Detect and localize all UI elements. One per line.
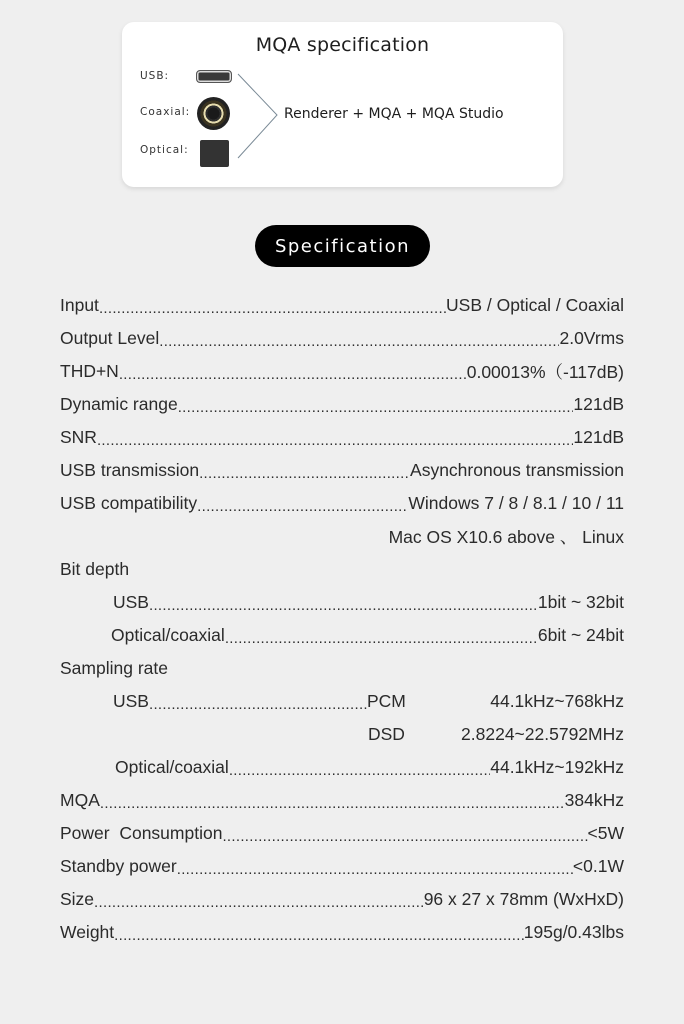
dot-leader: [159, 329, 559, 349]
spec-row-thdn: [60, 355, 624, 388]
spec-value: 0.00013%（-117dB): [466, 362, 624, 382]
spec-value: Windows 7 / 8 / 8.1 / 10 / 11: [408, 493, 624, 513]
spec-label: THD+N: [60, 361, 119, 381]
spec-value: Mac OS X10.6 above 、 Linux: [388, 527, 624, 547]
spec-row-usb-compatibility-cont: [60, 520, 624, 553]
spec-label: SNR: [60, 427, 97, 447]
spec-label: Power Consumption: [60, 823, 223, 843]
sampling-rate-heading-row: [60, 652, 624, 685]
spec-label: USB transmission: [60, 460, 200, 480]
spec-label: Optical/coaxial: [115, 757, 229, 777]
spec-value: 96 x 27 x 78mm (WxHxD): [423, 889, 624, 909]
dot-leader: [177, 857, 573, 877]
spec-label: Standby power: [60, 856, 177, 876]
dsd-label: DSD: [368, 724, 405, 744]
spec-value: <5W: [587, 823, 624, 843]
usb-port-label: USB:: [140, 70, 170, 82]
spec-row-input: [60, 289, 624, 322]
spec-row-mqa: [60, 784, 624, 817]
mqa-support-description: Renderer + MQA + MQA Studio: [284, 106, 504, 122]
spec-row-usb-transmission: [60, 454, 624, 487]
pcm-label: PCM: [366, 691, 406, 711]
dot-leader: [100, 791, 565, 811]
dot-leader: [119, 362, 467, 382]
spec-value: 121dB: [573, 394, 624, 414]
dot-leader: [222, 824, 587, 844]
dot-leader: [114, 923, 524, 943]
bit-depth-heading: Bit depth: [60, 559, 130, 579]
mqa-card-title: MQA specification: [255, 34, 430, 56]
pcm-value: 44.1kHz~768kHz: [490, 691, 624, 711]
spec-label: Size: [60, 889, 95, 909]
spec-row-sampling-usb-dsd: [60, 718, 624, 751]
spec-value: 2.0Vrms: [559, 328, 624, 348]
spec-row-sampling-optical: [60, 751, 624, 784]
spec-row-power-consumption: [60, 817, 624, 850]
spec-value: 384kHz: [564, 790, 624, 810]
spec-label: Weight: [60, 922, 115, 942]
spec-row-output-level: [60, 322, 624, 355]
spec-value: 6bit ~ 24bit: [537, 625, 624, 645]
spec-list: [60, 289, 624, 949]
spec-row-bit-depth-usb: [60, 586, 624, 619]
spec-value: <0.1W: [572, 856, 624, 876]
bracket-connector-icon: [236, 72, 282, 162]
spec-value: Asynchronous transmission: [410, 460, 624, 480]
spec-value: USB / Optical / Coaxial: [446, 295, 624, 315]
spec-value: 1bit ~ 32bit: [537, 592, 624, 612]
spec-row-dynamic-range: [60, 388, 624, 421]
spec-label: Input: [60, 295, 99, 315]
sampling-rate-heading: Sampling rate: [60, 658, 168, 678]
spec-label: USB: [113, 691, 149, 711]
spec-row-size: [60, 883, 624, 916]
spec-label: MQA: [60, 790, 100, 810]
dot-leader: [229, 758, 490, 778]
dot-leader: [199, 461, 410, 481]
dot-leader: [149, 692, 367, 712]
spec-value: 44.1kHz~192kHz: [490, 757, 624, 777]
optical-port-icon: [200, 140, 229, 167]
spec-value: 195g/0.43lbs: [523, 922, 624, 942]
spec-row-sampling-usb-pcm: [60, 685, 624, 718]
spec-row-bit-depth-optical: [60, 619, 624, 652]
specification-heading-badge: Specification: [255, 225, 430, 267]
dot-leader: [97, 428, 573, 448]
usb-port-icon: [196, 70, 232, 83]
dot-leader: [94, 890, 424, 910]
spec-label: Optical/coaxial: [111, 625, 225, 645]
coaxial-port-icon: [197, 97, 230, 130]
optical-port-label: Optical:: [140, 144, 189, 156]
spec-label: Output Level: [60, 328, 160, 348]
bit-depth-heading-row: [60, 553, 624, 586]
dot-leader: [197, 494, 408, 514]
dot-leader: [99, 296, 446, 316]
spec-label: Dynamic range: [60, 394, 178, 414]
dsd-value: 2.8224~22.5792MHz: [461, 724, 624, 744]
spec-label: USB: [113, 592, 149, 612]
dot-leader: [178, 395, 574, 415]
dot-leader: [225, 626, 538, 646]
spec-label: USB compatibility: [60, 493, 198, 513]
spec-value: 121dB: [573, 427, 624, 447]
spec-row-usb-compatibility: [60, 487, 624, 520]
spec-row-standby-power: [60, 850, 624, 883]
dot-leader: [149, 593, 538, 613]
mqa-specification-card: [122, 22, 563, 187]
spec-row-weight: [60, 916, 624, 949]
spec-row-snr: [60, 421, 624, 454]
coaxial-port-label: Coaxial:: [140, 106, 191, 118]
